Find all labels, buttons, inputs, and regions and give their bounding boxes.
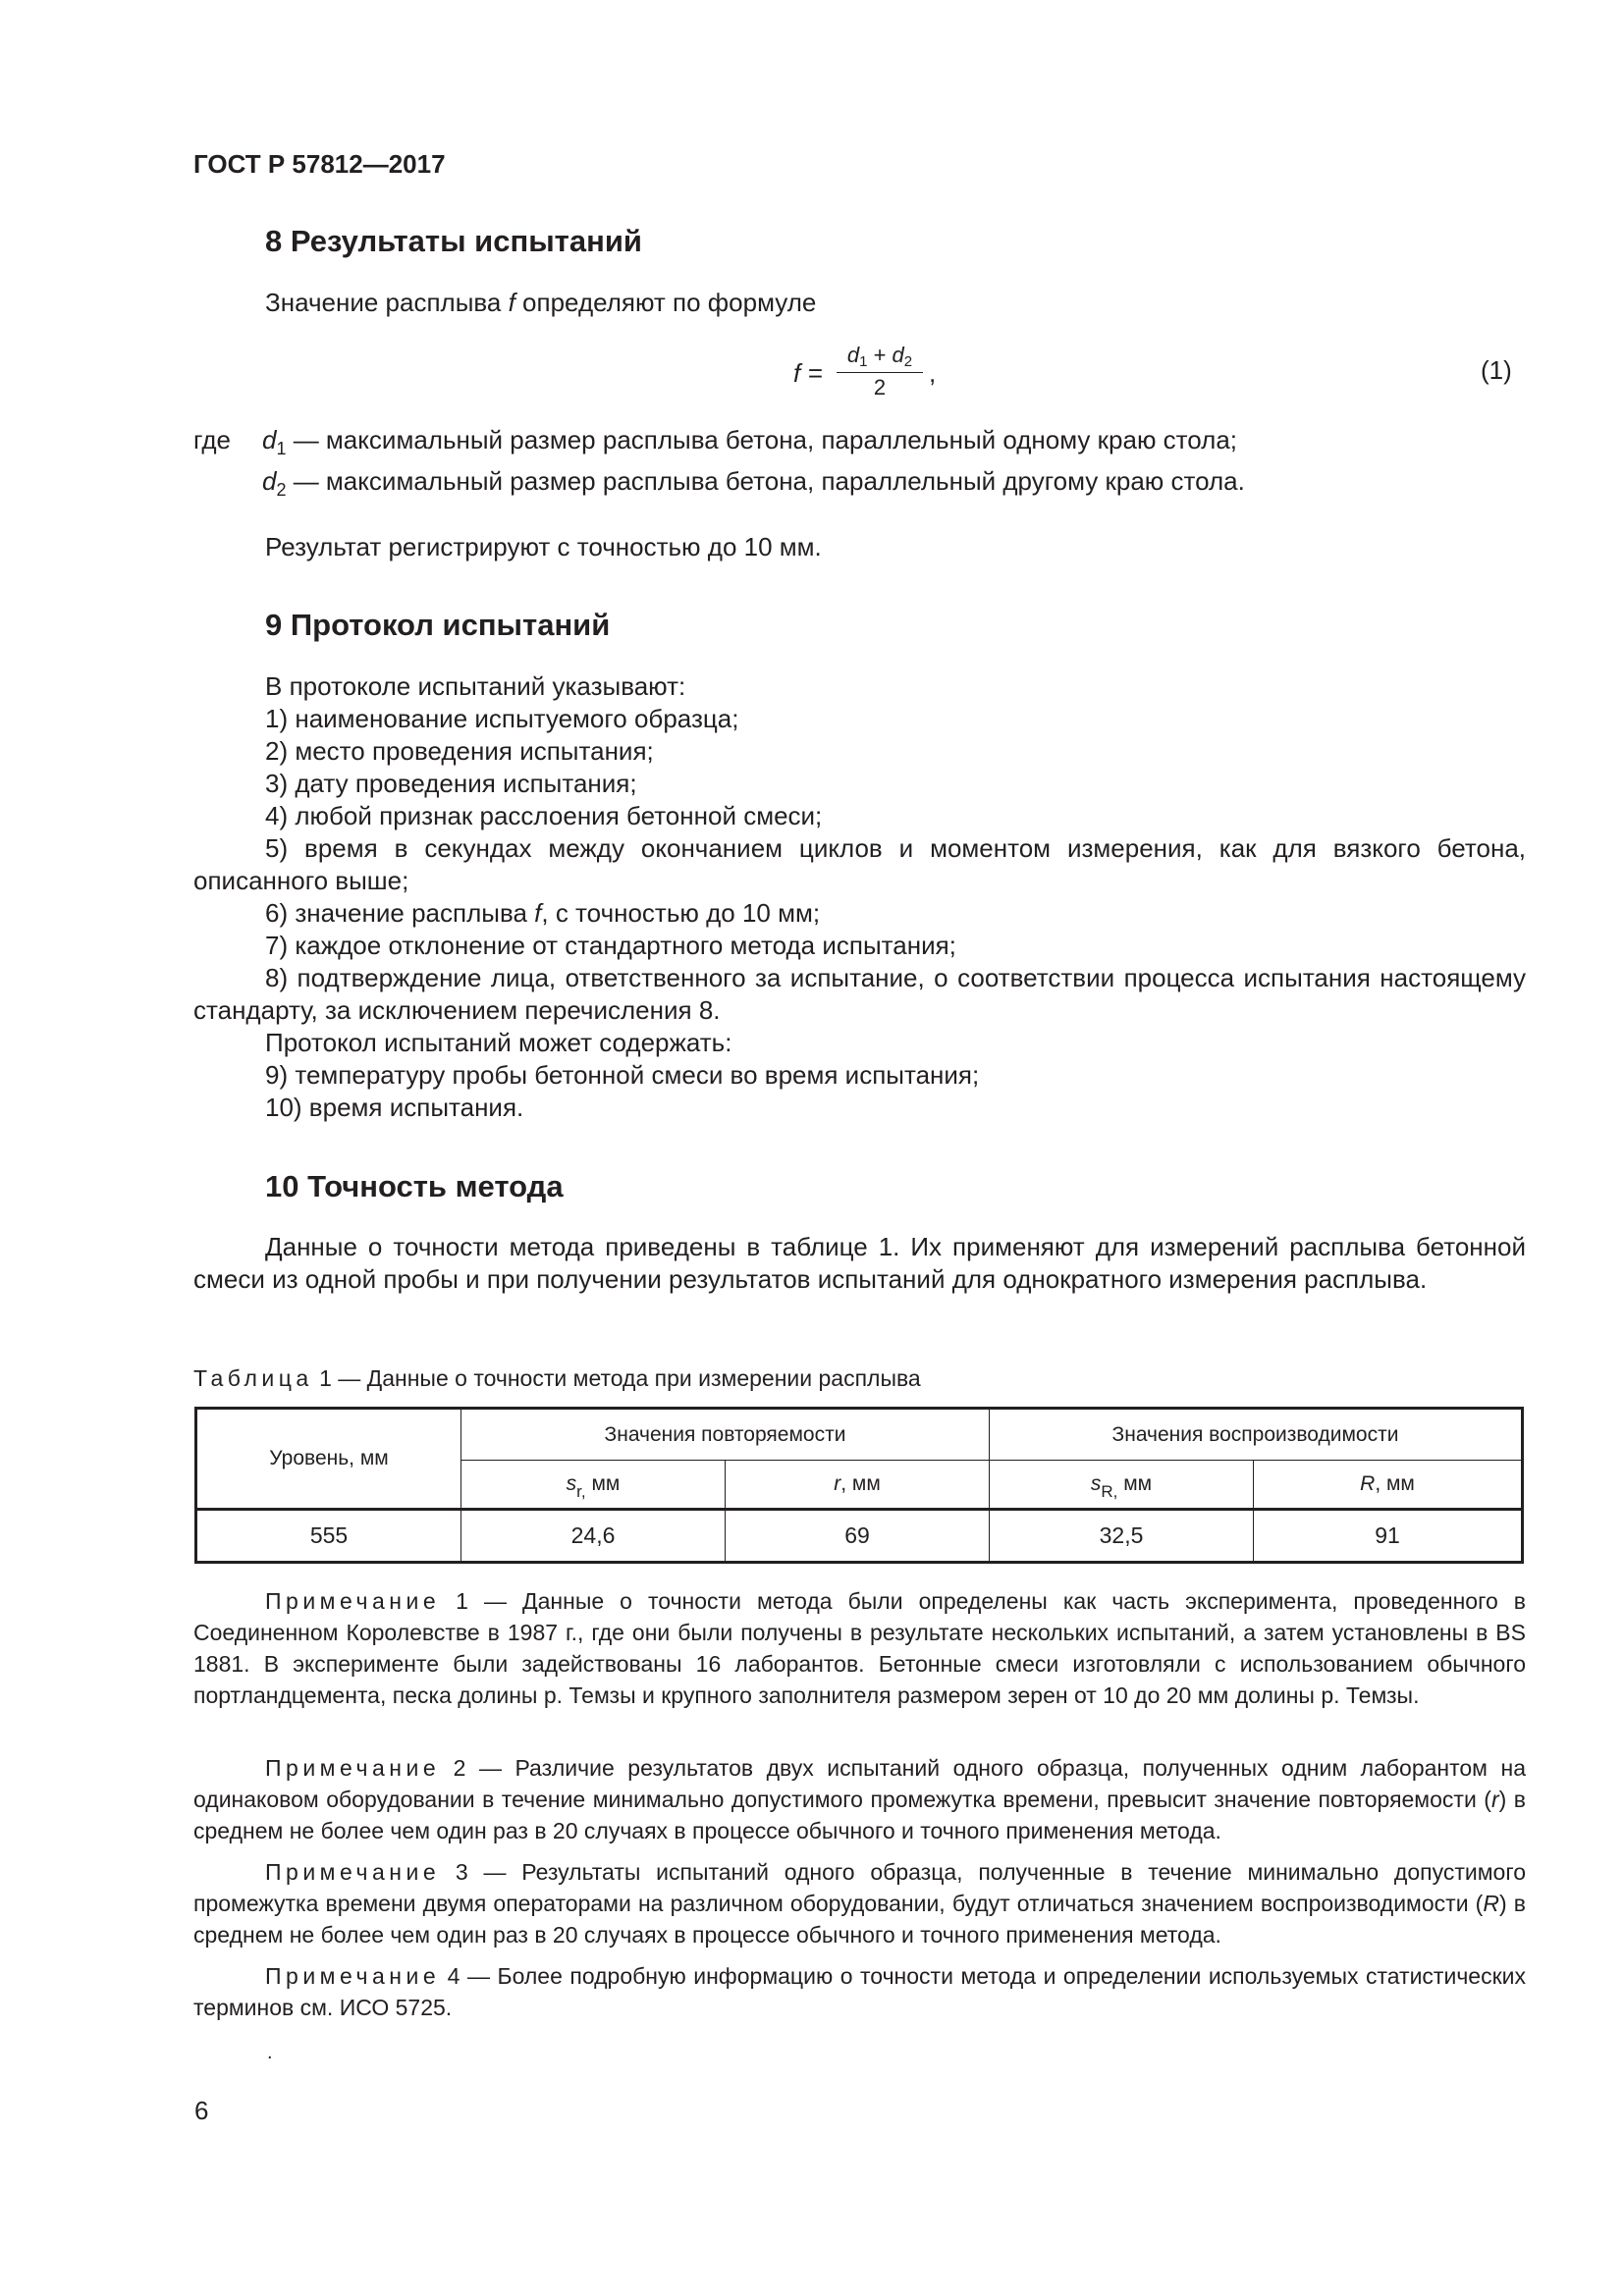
- formula-numerator: $d_1 + d_2$: [846, 343, 913, 370]
- header-sR: $s_{R,}$ мм: [990, 1461, 1254, 1510]
- note-4: Примечание 4 — Более подробную информацию о точности метода и определении используемых статистических терминов см. ИСО 5725.: [193, 1963, 1527, 2020]
- header-sr: $s_{r,}$ мм: [461, 1461, 726, 1510]
- header-r: r, мм: [726, 1461, 990, 1510]
- section-8-intro: Значение расплыва f определяют по формуле: [265, 288, 817, 317]
- definition-d1: $d_1$ — максимальный размер расплыва бетона, параллельный одному краю стола;: [262, 425, 1238, 458]
- list-item: 1) наименование испытуемого образца;: [265, 704, 739, 733]
- definition-d2: $d_2$ — максимальный размер расплыва бетона, параллельный другому краю стола.: [262, 466, 1245, 500]
- formula-1: [776, 342, 972, 410]
- formula-denominator: 2: [873, 375, 887, 400]
- list-item: 4) любой признак расслоения бетонной смеси;: [265, 801, 823, 830]
- section-10-title: 10 Точность метода: [265, 1169, 564, 1203]
- note-3: Примечание 3 — Результаты испытаний одного образца, полученные в течение минимально допустимого промежутка времени двумя операторами на различном оборудовании, будут отличаться значением воспроизводимости (R) в среднем не более чем один раз в 20 случаях в процессе обычного и точного применения метода.: [193, 1859, 1526, 1948]
- cell-level: 555: [196, 1510, 461, 1563]
- list-item: 7) каждое отклонение от стандартного метода испытания;: [265, 931, 956, 960]
- table-caption: Таблица 1 — Данные о точности метода при измерении расплыва: [193, 1365, 921, 1391]
- cell-sR: 32,5: [990, 1510, 1254, 1563]
- list-item: 3) дату проведения испытания;: [265, 769, 637, 798]
- section-10-paragraph: Данные о точности метода приведены в таблице 1. Их применяют для измерений расплыва бетонной смеси из одной пробы и при получении результатов испытаний для однократного измерения расплыва.: [193, 1232, 1526, 1294]
- formula-lhs: f =: [793, 358, 823, 388]
- list-item: 6) значение расплыва f, с точностью до 10 мм;: [265, 898, 821, 928]
- fraction-bar: [837, 372, 923, 373]
- list-item: 10) время испытания.: [265, 1093, 524, 1122]
- page-number: 6: [194, 2096, 209, 2125]
- cell-R: 91: [1254, 1510, 1523, 1563]
- result-precision: Результат регистрируют с точностью до 10 мм.: [265, 532, 822, 561]
- list-item: 8) подтверждение лица, ответственного за испытание, о соответствии процесса испытания настоящему стандарту, за исключением перечисления 8.: [193, 963, 1526, 1025]
- table-row: [196, 1510, 1523, 1563]
- precision-table: [194, 1407, 1524, 1564]
- note-1: Примечание 1 — Данные о точности метода были определены как часть эксперимента, проведенного в Соединенном Королевстве в 1987 г., где они были получены в результате нескольких испытаний, а затем установлены в BS 1881. В эксперименте были задействованы 16 лаборантов. Бетонные смеси изготовляли с использованием обычного портландцемента, песка долины р. Темзы и крупного заполнителя размером зерен от 10 до 20 мм долины р. Темзы.: [193, 1588, 1527, 1708]
- header-level: Уровень, мм: [196, 1409, 461, 1510]
- where-label: где: [193, 425, 231, 454]
- formula-fraction: [833, 342, 927, 400]
- header-R: R, мм: [1254, 1461, 1523, 1510]
- note-2: Примечание 2 — Различие результатов двух испытаний одного образца, полученных одним лаборантом на одинаковом оборудовании в течение минимально допустимого промежутка времени, превысит значение повторяемости (r) в среднем не более чем один раз в 20 случаях в процессе обычного и точного применения метода.: [193, 1755, 1526, 1843]
- list-item: 9) температуру пробы бетонной смеси во время испытания;: [265, 1060, 980, 1090]
- cell-sr: 24,6: [461, 1510, 726, 1563]
- section-8-title: 8 Результаты испытаний: [265, 224, 642, 258]
- list-intro-optional: Протокол испытаний может содержать:: [265, 1028, 732, 1057]
- equation-number: (1): [1481, 355, 1512, 385]
- document-code: ГОСТ Р 57812—2017: [193, 149, 446, 179]
- section-9-title: 9 Протокол испытаний: [265, 608, 611, 642]
- stray-dot: .: [267, 2042, 273, 2063]
- section-9-list: [193, 670, 1526, 1124]
- list-item: 5) время в секундах между окончанием циклов и моментом измерения, как для вязкого бетона, описанного выше;: [193, 833, 1526, 895]
- list-item: 2) место проведения испытания;: [265, 736, 654, 766]
- list-intro: В протоколе испытаний указывают:: [265, 671, 686, 701]
- header-reproducibility: Значения воспроизводимости: [990, 1409, 1523, 1461]
- cell-r: 69: [726, 1510, 990, 1563]
- header-repeatability: Значения повторяемости: [461, 1409, 990, 1461]
- formula-comma: ,: [929, 358, 937, 388]
